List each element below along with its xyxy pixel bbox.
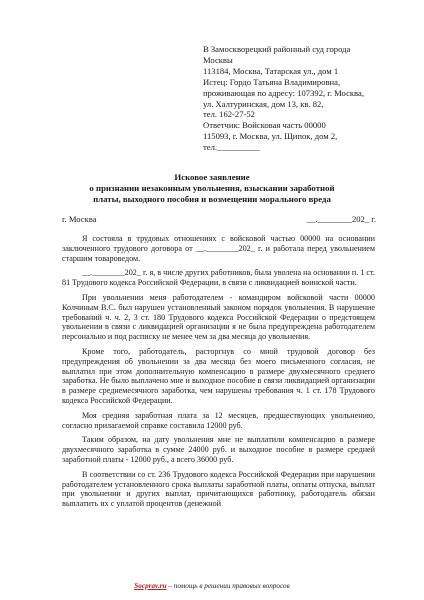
- paragraph: Я состояла в трудовых отношениях с войсковой частью 00000 на основании заключенного трудового договора от __.________202_ г. и работала перед увольнением старшим товароведом.: [62, 234, 375, 263]
- addressee-line: Ответчик: Войсковая часть 00000: [203, 120, 326, 131]
- paragraph: При увольнении меня работодателем - командиром войсковой части 00000 Колчиным В.С. был нарушен установленный законом порядок увольнения. В нарушение требований ч. ч. 2, 3 ст. 180 Трудового кодекса Российской Федерации о предстоящем увольнении в связи с ликвидацией организации я не была предупреждена работодателем персонально и под расписку не менее чем за два месяца до увольнения.: [62, 293, 375, 342]
- place-date-line: [62, 214, 376, 224]
- paragraph: Моя средняя заработная плата за 12 месяцев, предшествующих увольнению, согласно прилагаемой справке составила 12000 руб.: [62, 410, 375, 430]
- claim-body: [62, 234, 375, 514]
- addressee-line: проживающая по адресу: 107392, г. Москва,: [203, 87, 364, 98]
- date: __.________202_ г.: [306, 214, 376, 224]
- footer-tagline: – помощь в решении правовых вопросов: [166, 582, 290, 590]
- addressee-line: В Замоскворецкий районный суд города: [203, 44, 351, 54]
- paragraph: Таким образом, на дату увольнения мне не выплатили компенсацию в размере двухмесячного заработка в сумме 24000 руб. и выходное пособие в размере средней заработной платы - 12000 руб., а всего 36000 руб.: [62, 435, 375, 464]
- title-line: Исковое заявление: [174, 172, 250, 182]
- addressee-line: тел.__________: [203, 142, 260, 153]
- addressee-line: ул. Халтуринская, дом 13, кв. 82,: [203, 98, 324, 109]
- site-link[interactable]: Socprav.ru: [134, 582, 167, 590]
- addressee-line: тел. 162-27-52: [203, 109, 255, 120]
- addressee-line: 113184, Москва, Татарская ул., дом 1: [203, 65, 339, 76]
- paragraph: Кроме того, работодатель, расторгнув со мной трудовой договор без предупреждения об увольнении за два месяца без моего письменного согласия, не выплатил при этом дополнительную компенсацию в размере двухмесячного среднего заработка. Не было выплачено мне и выходное пособие в связи ликвидацией организации в размере среднемесячного заработка, чем нарушены требования ч. 1 ст. 178 Трудового кодекса Российской Федерации.: [62, 347, 375, 405]
- addressee-line: Истец: Гордо Татьяна Владимировна,: [203, 76, 341, 87]
- title-line: о признании незаконным увольнения, взыскании заработной: [89, 182, 335, 193]
- footer: [0, 582, 424, 590]
- title-line: платы, выходного пособия и возмещении морального вреда: [93, 193, 331, 204]
- addressee-line: Москвы: [203, 54, 233, 65]
- addressee-block: [203, 44, 399, 153]
- city: г. Москва: [62, 214, 97, 224]
- addressee-line: 115093, г. Москва, ул. Щипок, дом 2,: [203, 131, 338, 142]
- paragraph: В соответствии со ст. 236 Трудового кодекса Российской Федерации при нарушении работодателем установленного срока выплаты заработной платы, оплаты отпуска, выплат при увольнении и других выплат, причитающихся работнику, работодатель обязан выплатить их с уплатой процентов (денежной: [62, 469, 375, 509]
- document-title: [30, 172, 394, 205]
- paragraph: __.________202_ г. я, в числе других работников, была уволена на основании п. 1 ст. 81 Трудового кодекса Российской Федерации, в связи с ликвидацией воинской части.: [62, 268, 375, 288]
